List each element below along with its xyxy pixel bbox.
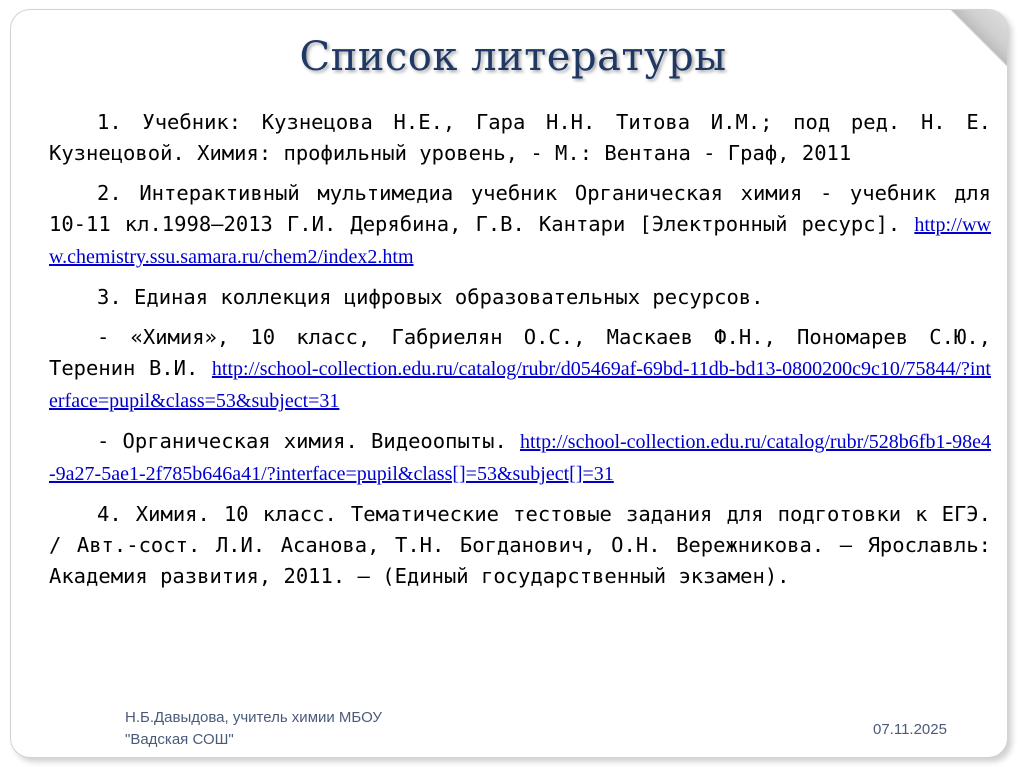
list-item <box>49 282 991 313</box>
footer-author-line1: Н.Б.Давыдова, учитель химии МБОУ <box>125 709 382 726</box>
slide-title: Список литературы <box>299 34 727 80</box>
item-text: 3. Единая коллекция цифровых образовательных ресурсов. <box>97 285 764 309</box>
item-text: 2. Интерактивный мультимедиа учебник Органическая химия - учебник для 10-11 кл.1998—2013 Г.И. Дерябина, Г.В. Кантари [Электронный ресурс]. <box>49 181 991 236</box>
list-item <box>49 426 991 490</box>
item-text: 4. Химия. 10 класс. Тематические тестовые задания для подготовки к ЕГЭ. / Авт.-сост. Л.И. Асанова, Т.Н. Богданович, О.Н. Вережникова. – Ярославль: Академия развития, 2011. – (Единый государственный экзамен). <box>49 502 991 588</box>
item-text: - «Химия», 10 класс, Габриелян О.С., Маскаев Ф.Н., Пономарев С.Ю., Теренин В.И. <box>49 325 991 380</box>
footer-author <box>125 707 382 751</box>
list-item <box>49 499 991 592</box>
list-item <box>49 322 991 417</box>
resource-link[interactable]: http://school-collection.edu.ru/catalog/rubr/d05469af-69bd-11db-bd13-0800200c9c10/75844/?interface=pupil&class=53&subject=31 <box>49 358 991 412</box>
item-text: 1. Учебник: Кузнецова Н.Е., Гара Н.Н. Титова И.М.; под ред. Н. Е. Кузнецовой. Химия: профильный уровень, - М.: Вентана - Граф, 2011 <box>49 110 991 165</box>
footer-date: 07.11.2025 <box>873 721 947 738</box>
list-item <box>49 178 991 273</box>
footer-author-line2: "Вадская СОШ" <box>125 731 234 748</box>
list-item <box>49 107 991 169</box>
slide <box>10 9 1008 758</box>
resource-link[interactable]: http://school-collection.edu.ru/catalog/rubr/528b6fb1-98e4-9a27-5ae1-2f785b646a41/?interface=pupil&class[]=53&subject[]=31 <box>49 431 991 485</box>
resource-link[interactable]: http://www.chemistry.ssu.samara.ru/chem2/index2.htm <box>49 214 991 268</box>
bibliography-list <box>49 107 991 601</box>
item-text: - Органическая химия. Видеоопыты. <box>97 429 520 453</box>
